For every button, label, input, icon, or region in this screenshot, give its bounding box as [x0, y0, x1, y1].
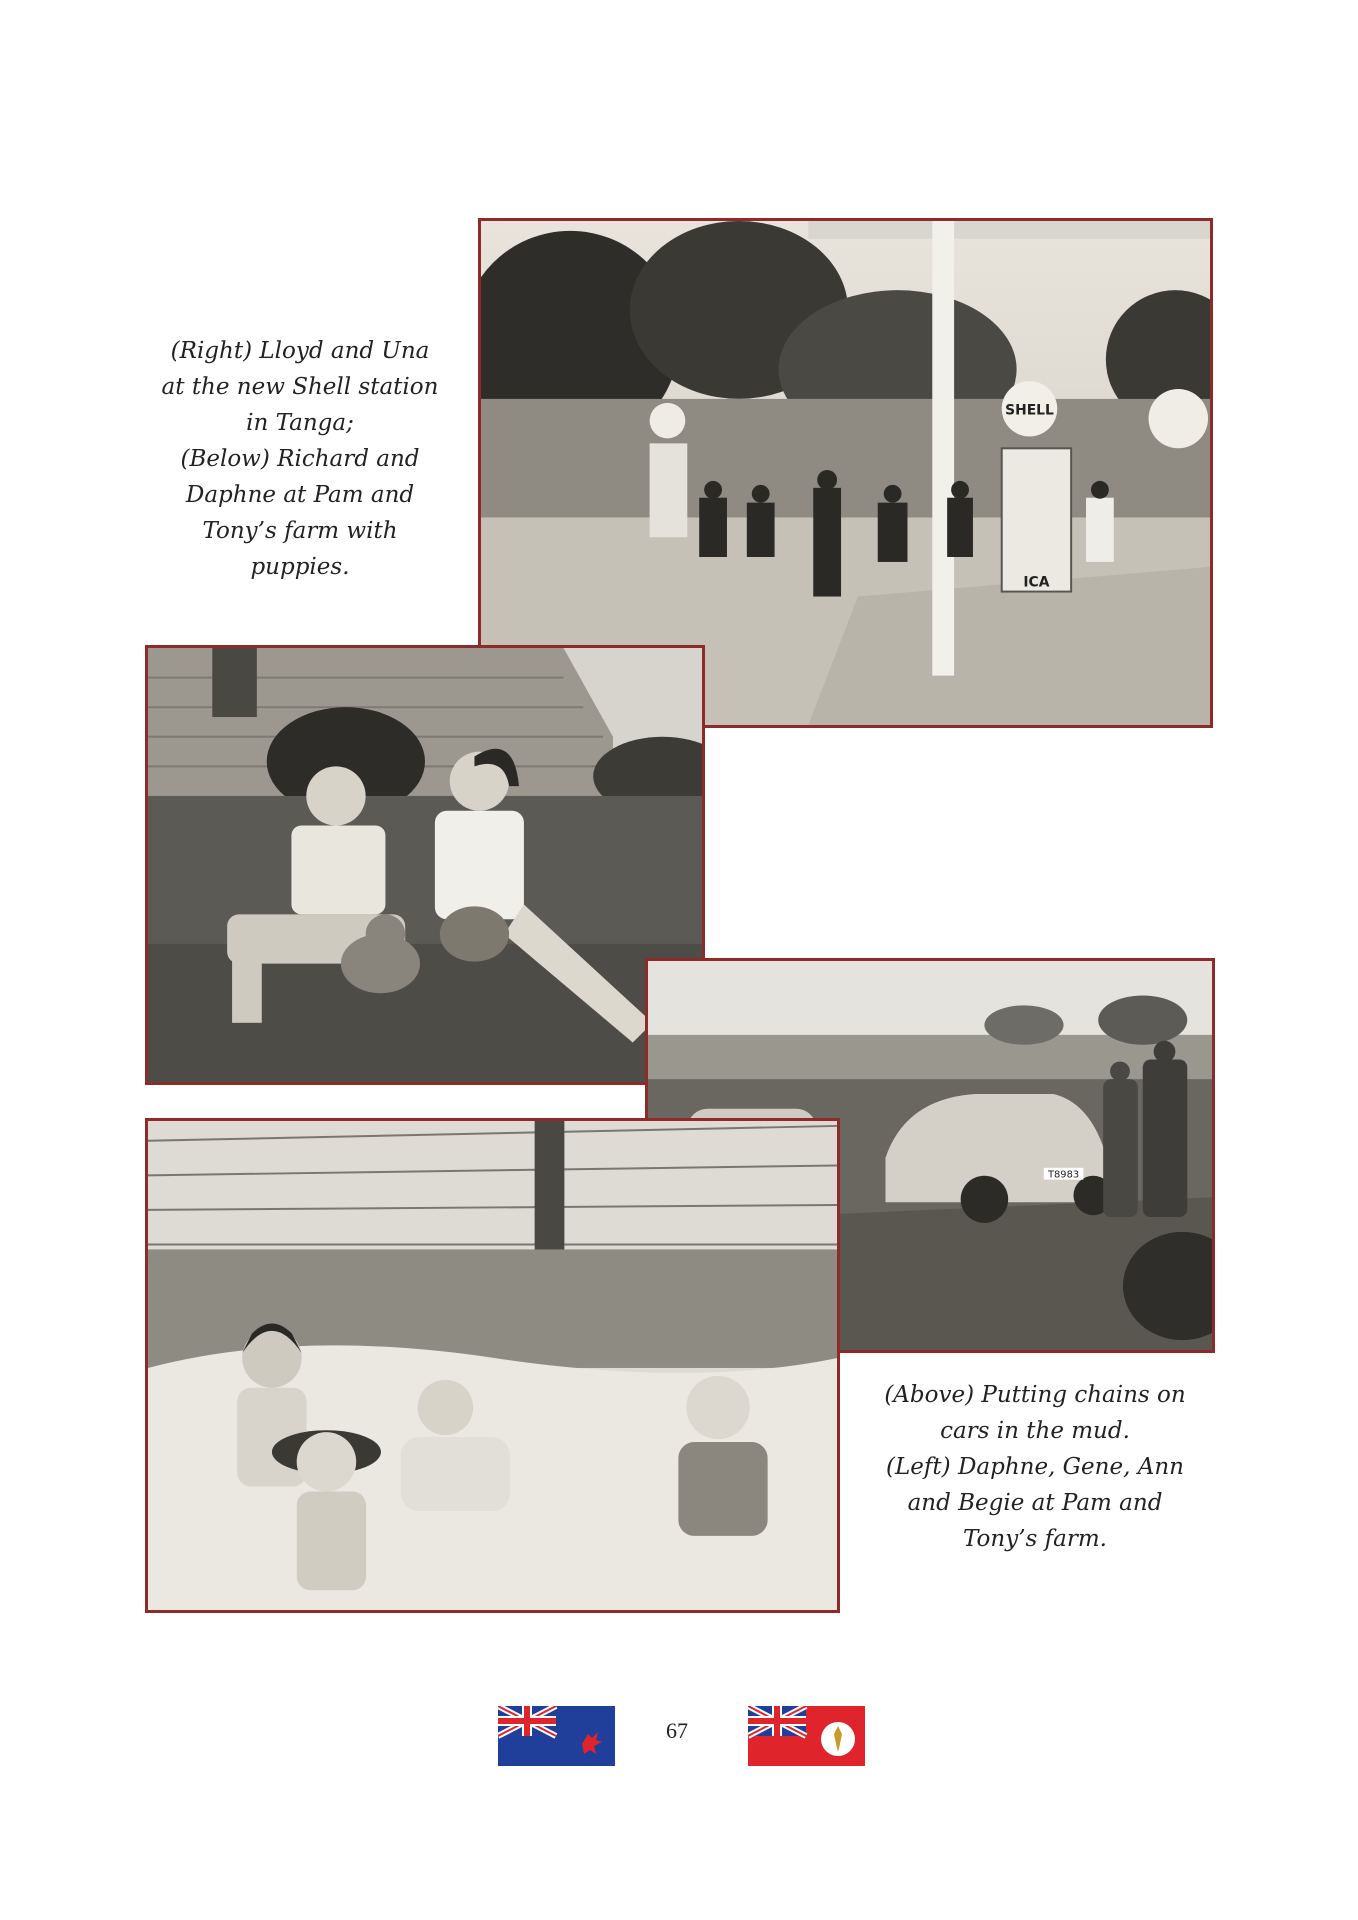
shell-sign-text: SHELL [1005, 402, 1054, 419]
caption-line: Tony’s farm. [963, 1526, 1107, 1552]
photo-children-puppies [145, 645, 705, 1085]
caption-line: (Below) Richard and [180, 446, 420, 472]
page-number: 67 [666, 1718, 688, 1743]
caption-bottom-right [855, 1377, 1215, 1557]
photo-children-sand [145, 1118, 840, 1613]
caption-line: (Left) Daphne, Gene, Ann [886, 1454, 1184, 1480]
caption-line: puppies. [250, 554, 350, 580]
flag-red-ensign-icon [748, 1706, 865, 1766]
caption-line: and Begie at Pam and [907, 1490, 1163, 1516]
license-plate-text: T8983 [1047, 1169, 1080, 1181]
caption-line: at the new Shell station [161, 374, 439, 400]
caption-line: (Right) Lloyd and Una [170, 338, 430, 364]
caption-top-left [140, 333, 460, 585]
pump-sign-text: ICA [1023, 574, 1050, 591]
caption-line: in Tanga; [246, 410, 354, 436]
caption-line: Daphne at Pam and [185, 482, 415, 508]
flag-blue-ensign-icon [498, 1706, 615, 1766]
caption-line: cars in the mud. [940, 1418, 1130, 1444]
caption-line: (Above) Putting chains on [884, 1382, 1186, 1408]
caption-line: Tony’s farm with [202, 518, 398, 544]
